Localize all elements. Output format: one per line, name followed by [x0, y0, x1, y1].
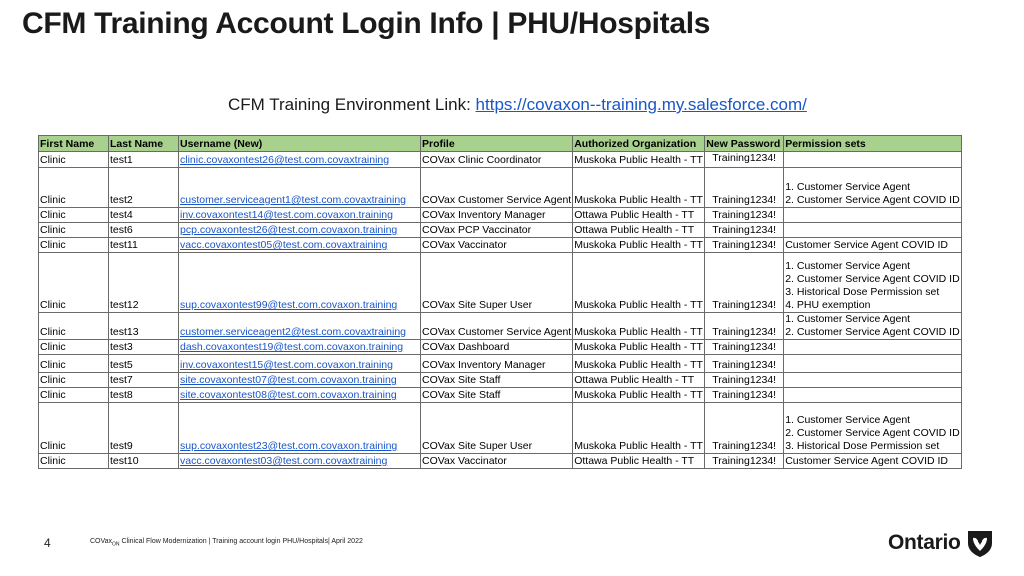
cell-username[interactable]: sup.covaxontest99@test.com.covaxon.training — [179, 253, 421, 313]
cell-first-name: Clinic — [39, 403, 109, 454]
footer-text — [90, 538, 363, 547]
cell-profile: COVax Vaccinator — [421, 454, 573, 469]
cell-permission-sets: Customer Service Agent COVID ID — [784, 454, 961, 469]
cell-permission-sets: 1. Customer Service Agent 2. Customer Service Agent COVID ID 3. Historical Dose Permission set 4. PHU exemption — [784, 253, 961, 313]
cell-new-password: Training1234! — [705, 403, 784, 454]
environment-link-line — [228, 95, 807, 115]
cell-authorized-organization: Ottawa Public Health - TT — [573, 454, 705, 469]
cell-authorized-organization: Muskoka Public Health - TT — [573, 313, 705, 340]
cell-authorized-organization: Muskoka Public Health - TT — [573, 403, 705, 454]
cell-new-password: Training1234! — [705, 223, 784, 238]
cell-new-password: Training1234! — [705, 253, 784, 313]
cell-username[interactable]: clinic.covaxontest26@test.com.covaxtraining — [179, 152, 421, 168]
cell-permission-sets — [784, 340, 961, 355]
cell-first-name: Clinic — [39, 313, 109, 340]
cell-first-name: Clinic — [39, 223, 109, 238]
header-authorized-organization: Authorized Organization — [573, 136, 705, 152]
header-last-name: Last Name — [109, 136, 179, 152]
cell-authorized-organization: Ottawa Public Health - TT — [573, 223, 705, 238]
cell-first-name: Clinic — [39, 355, 109, 373]
table-row — [39, 238, 962, 253]
accounts-table — [38, 135, 962, 469]
cell-new-password: Training1234! — [705, 340, 784, 355]
cell-profile: COVax Clinic Coordinator — [421, 152, 573, 168]
cell-first-name: Clinic — [39, 388, 109, 403]
table-row — [39, 152, 962, 168]
cell-first-name: Clinic — [39, 168, 109, 208]
cell-username[interactable]: vacc.covaxontest05@test.com.covaxtraining — [179, 238, 421, 253]
cell-new-password: Training1234! — [705, 313, 784, 340]
cell-username[interactable]: sup.covaxontest23@test.com.covaxon.training — [179, 403, 421, 454]
cell-new-password: Training1234! — [705, 373, 784, 388]
table-row — [39, 355, 962, 373]
cell-new-password: Training1234! — [705, 388, 784, 403]
header-permission-sets: Permission sets — [784, 136, 961, 152]
cell-permission-sets: 1. Customer Service Agent 2. Customer Service Agent COVID ID — [785, 313, 960, 338]
cell-first-name: Clinic — [39, 454, 109, 469]
cell-permission-sets: 1. Customer Service Agent 2. Customer Service Agent COVID ID — [784, 168, 961, 208]
cell-username[interactable]: dash.covaxontest19@test.com.covaxon.training — [179, 340, 421, 355]
cell-username[interactable]: site.covaxontest08@test.com.covaxon.training — [179, 388, 421, 403]
header-new-password: New Password — [705, 136, 784, 152]
cell-last-name: test5 — [109, 355, 179, 373]
page-title: CFM Training Account Login Info | PHU/Hospitals — [22, 7, 711, 40]
cell-profile: COVax Site Super User — [421, 253, 573, 313]
cell-username[interactable]: vacc.covaxontest03@test.com.covaxtraining — [179, 454, 421, 469]
cell-first-name: Clinic — [39, 152, 109, 168]
cell-permission-sets — [784, 355, 961, 373]
header-first-name: First Name — [39, 136, 109, 152]
cell-profile: COVax Site Staff — [421, 373, 573, 388]
table-row — [39, 340, 962, 355]
cell-last-name: test13 — [109, 313, 179, 340]
cell-first-name: Clinic — [39, 373, 109, 388]
table-header-row — [39, 136, 962, 152]
cell-new-password: Training1234! — [705, 152, 784, 168]
cell-profile: COVax Inventory Manager — [421, 208, 573, 223]
cell-last-name: test1 — [109, 152, 179, 168]
page-number: 4 — [44, 536, 51, 550]
cell-new-password: Training1234! — [705, 238, 784, 253]
cell-permission-sets — [784, 152, 961, 168]
cell-authorized-organization: Ottawa Public Health - TT — [573, 373, 705, 388]
footer-brand-sub: ON — [112, 541, 120, 548]
cell-last-name: test8 — [109, 388, 179, 403]
table-row — [39, 403, 962, 454]
cell-last-name: test7 — [109, 373, 179, 388]
cell-profile: COVax Dashboard — [421, 340, 573, 355]
cell-first-name: Clinic — [39, 238, 109, 253]
cell-profile: COVax Customer Service Agent — [421, 313, 573, 340]
cell-authorized-organization: Muskoka Public Health - TT — [573, 355, 705, 373]
cell-last-name: test11 — [109, 238, 179, 253]
table-row — [39, 168, 962, 208]
cell-profile: COVax Site Super User — [421, 403, 573, 454]
header-profile: Profile — [421, 136, 573, 152]
cell-new-password: Training1234! — [705, 355, 784, 373]
environment-link-label: CFM Training Environment Link: — [228, 95, 476, 114]
cell-new-password: Training1234! — [705, 454, 784, 469]
logo-wordmark: Ontario — [888, 531, 961, 554]
cell-new-password: Training1234! — [705, 208, 784, 223]
cell-permission-sets — [784, 373, 961, 388]
header-username: Username (New) — [179, 136, 421, 152]
table-row — [39, 373, 962, 388]
cell-last-name: test3 — [109, 340, 179, 355]
cell-permission-sets: 1. Customer Service Agent 2. Customer Service Agent COVID ID 3. Historical Dose Permission set — [784, 403, 961, 454]
ontario-logo — [888, 528, 995, 558]
table-row — [39, 208, 962, 223]
table-row — [39, 388, 962, 403]
cell-first-name: Clinic — [39, 208, 109, 223]
cell-last-name: test4 — [109, 208, 179, 223]
footer-brand: COVax — [90, 538, 113, 545]
cell-authorized-organization: Muskoka Public Health - TT — [573, 253, 705, 313]
cell-authorized-organization: Ottawa Public Health - TT — [573, 208, 705, 223]
table-row — [39, 223, 962, 238]
cell-profile: COVax Site Staff — [421, 388, 573, 403]
cell-profile: COVax PCP Vaccinator — [421, 223, 573, 238]
cell-username[interactable]: customer.serviceagent2@test.com.covaxtraining — [179, 313, 421, 340]
cell-profile: COVax Customer Service Agent — [421, 168, 573, 208]
cell-permission-sets — [784, 223, 961, 238]
cell-first-name: Clinic — [39, 253, 109, 313]
cell-username[interactable]: inv.covaxontest14@test.com.covaxon.training — [179, 208, 421, 223]
cell-new-password: Training1234! — [705, 168, 784, 208]
cell-last-name: test6 — [109, 223, 179, 238]
environment-link[interactable]: https://covaxon--training.my.salesforce.com/ — [475, 95, 807, 114]
cell-username[interactable]: site.covaxontest07@test.com.covaxon.training — [179, 373, 421, 388]
cell-last-name: test2 — [109, 168, 179, 208]
table-row — [39, 313, 962, 340]
footer-description: Clinical Flow Modernization | Training account login PHU/Hospitals| April 2022 — [119, 538, 363, 545]
cell-profile: COVax Inventory Manager — [421, 355, 573, 373]
cell-last-name: test10 — [109, 454, 179, 469]
cell-permission-sets — [784, 388, 961, 403]
cell-username[interactable]: inv.covaxontest15@test.com.covaxon.training — [179, 355, 421, 373]
cell-authorized-organization: Muskoka Public Health - TT — [574, 341, 703, 353]
cell-profile: COVax Vaccinator — [421, 238, 573, 253]
cell-authorized-organization: Muskoka Public Health - TT — [574, 239, 703, 251]
ontario-trillium-icon — [965, 528, 995, 558]
cell-last-name: test12 — [109, 253, 179, 313]
cell-authorized-organization: Muskoka Public Health - TT — [573, 168, 705, 208]
cell-permission-sets: Customer Service Agent COVID ID — [784, 238, 961, 253]
table-row — [39, 253, 962, 313]
cell-first-name: Clinic — [39, 340, 109, 355]
cell-last-name: test9 — [109, 403, 179, 454]
cell-username[interactable]: pcp.covaxontest26@test.com.covaxon.training — [179, 223, 421, 238]
cell-authorized-organization: Muskoka Public Health - TT — [573, 152, 705, 168]
cell-permission-sets — [784, 208, 961, 223]
cell-username[interactable]: customer.serviceagent1@test.com.covaxtraining — [179, 168, 421, 208]
cell-authorized-organization: Muskoka Public Health - TT — [574, 389, 703, 401]
table-row — [39, 454, 962, 469]
